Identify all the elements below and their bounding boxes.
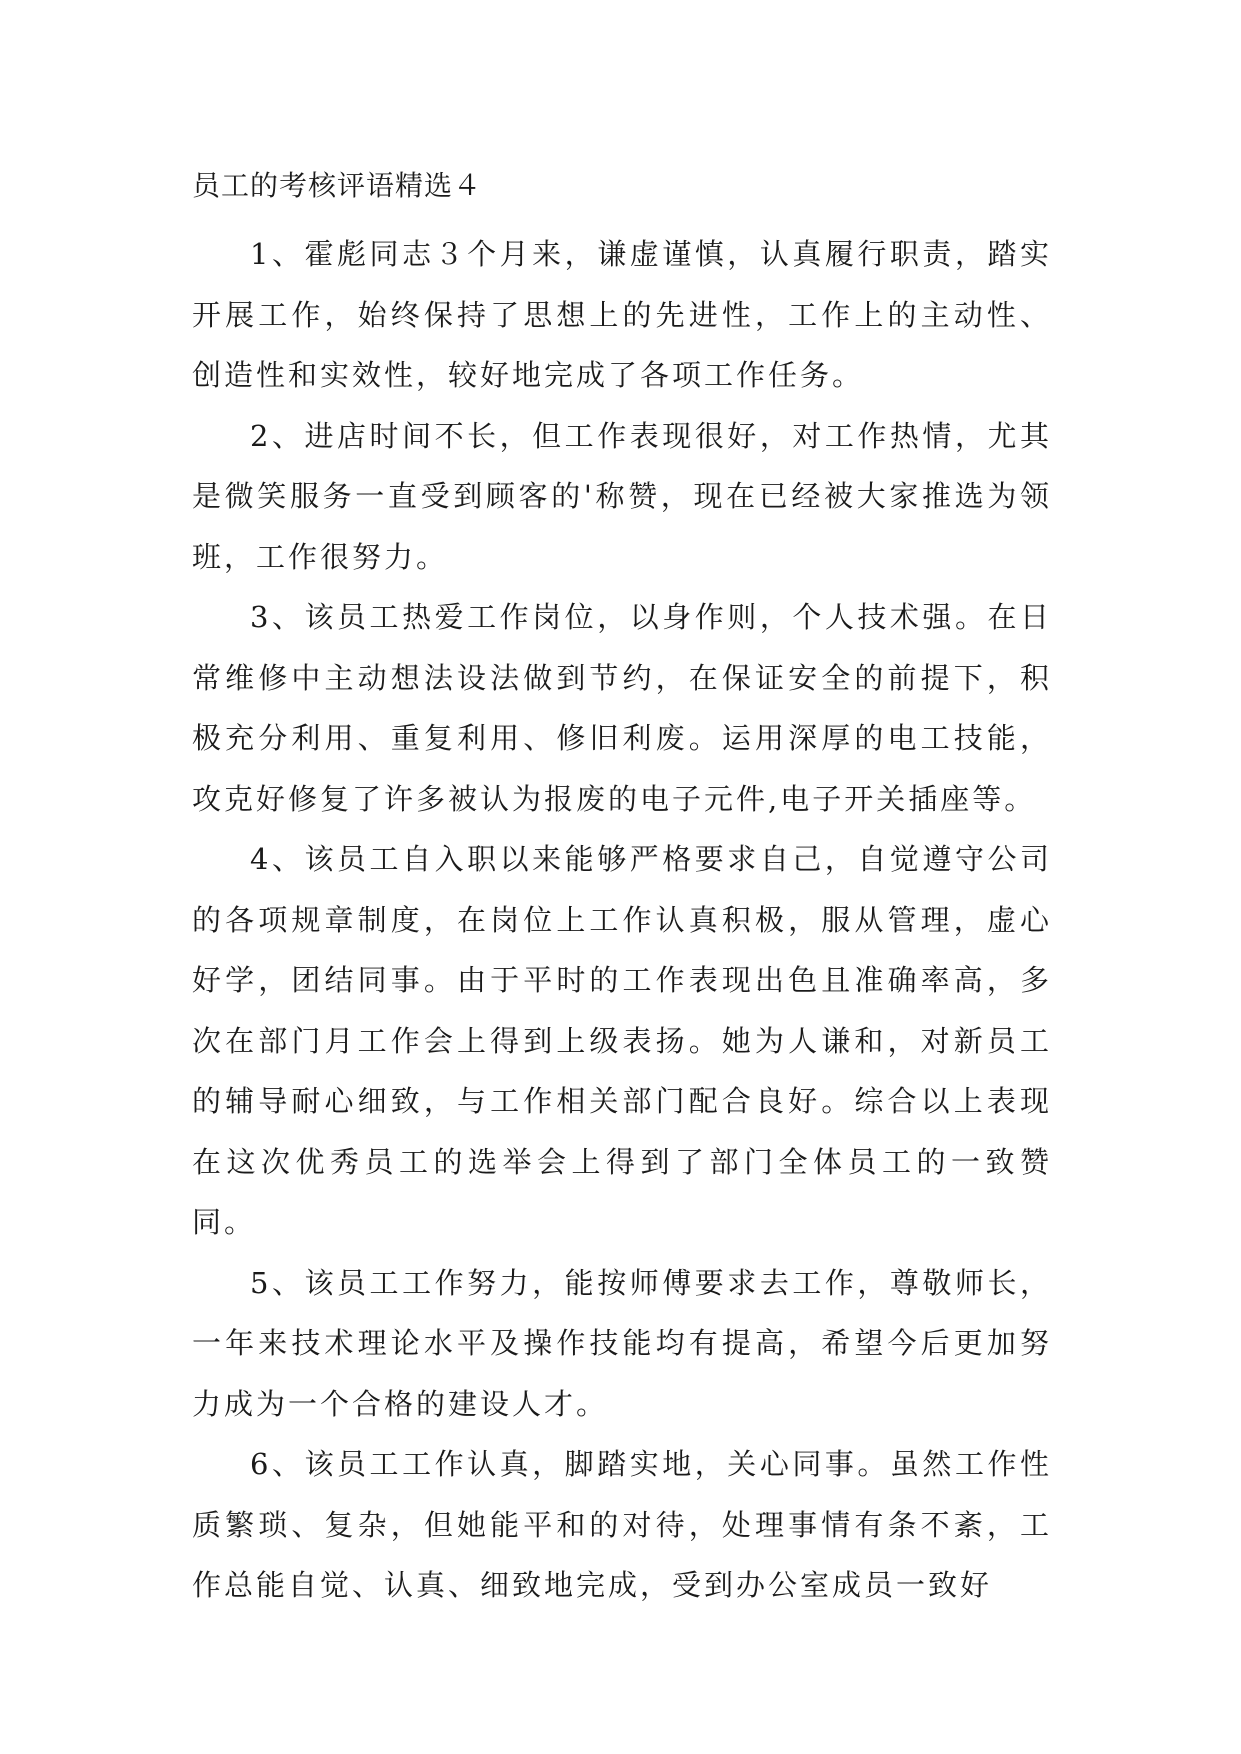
paragraph-4: 4、该员工自入职以来能够严格要求自己，自觉遵守公司的各项规章制度，在岗位上工作认真积极，服从管理，虚心好学，团结同事。由于平时的工作表现出色且准确率高，多次在部门月工作会上得到上级表扬。她为人谦和，对新员工的辅导耐心细致，与工作相关部门配合良好。综合以上表现在这次优秀员工的选举会上得到了部门全体员工的一致赞同。 xyxy=(192,842,1052,1239)
paragraph-5: 5、该员工工作努力，能按师傅要求去工作，尊敬师长，一年来技术理论水平及操作技能均有提高，希望今后更加努力成为一个合格的建设人才。 xyxy=(192,1265,1052,1421)
paragraph-6: 6、该员工工作认真，脚踏实地，关心同事。虽然工作性质繁琐、复杂，但她能平和的对待，处理事情有条不紊，工作总能自觉、认真、细致地完成，受到办公室成员一致好 xyxy=(192,1447,1052,1602)
paragraph-3: 3、该员工热爱工作岗位，以身作则，个人技术强。在日常维修中主动想法设法做到节约，在保证安全的前提下，积极充分利用、重复利用、修旧利废。运用深厚的电工技能，攻克好修复了许多被认为报废的电子元件,电子开关插座等。 xyxy=(192,600,1052,816)
paragraph-1: 1、霍彪同志３个月来，谦虚谨慎，认真履行职责，踏实开展工作，始终保持了思想上的先进性，工作上的主动性、创造性和实效性，较好地完成了各项工作任务。 xyxy=(192,237,1052,392)
document-body xyxy=(192,166,1052,1616)
paragraph-2: 2、进店时间不长，但工作表现很好，对工作热情，尤其是微笑服务一直受到顾客的'称赞，现在已经被大家推选为领班，工作很努力。 xyxy=(192,418,1052,574)
document-title: 员工的考核评语精选４ xyxy=(192,169,483,202)
